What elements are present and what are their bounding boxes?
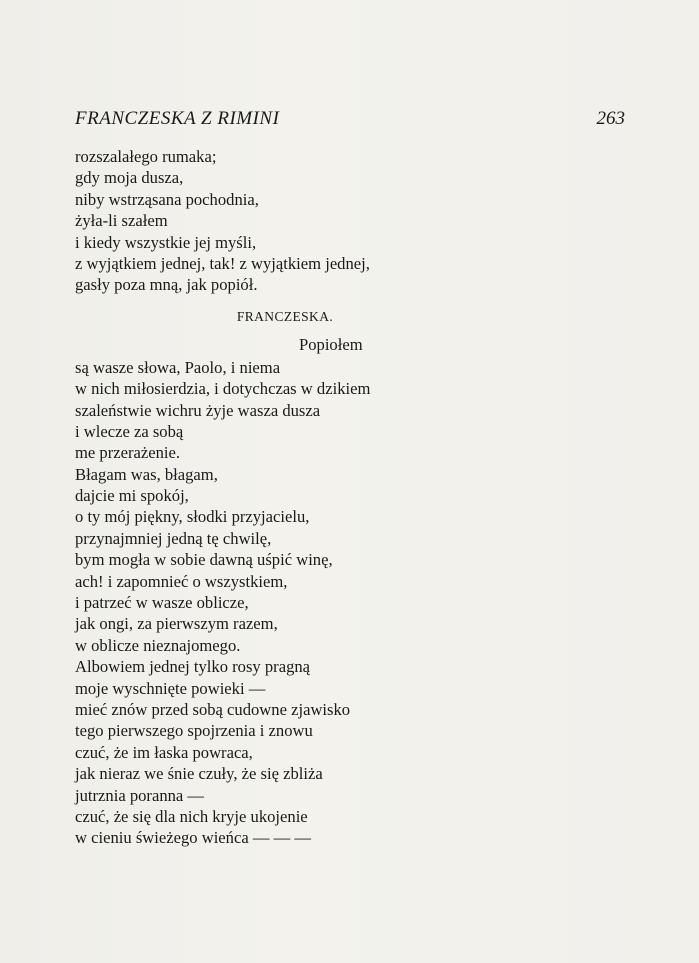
verse-line: w cieniu świeżego wieńca — — — — [75, 828, 311, 848]
verse-line: dajcie mi spokój, — [75, 486, 189, 506]
verse-line: przynajmniej jedną tę chwilę, — [75, 528, 272, 548]
verse-line: ach! i zapomnieć o wszystkiem, — [75, 571, 288, 591]
stanza-2 — [75, 357, 635, 849]
verse-line: gdy moja dusza, — [75, 168, 184, 188]
verse-line: czuć, że im łaska powraca, — [75, 742, 253, 762]
running-title: FRANCZESKA Z RIMINI — [75, 108, 280, 129]
verse-line: czuć, że się dla nich kryje ukojenie — [75, 806, 308, 826]
verse-line: są wasze słowa, Paolo, i niema — [75, 357, 281, 377]
verse-line: tego pierwszego spojrzenia i znowu — [75, 721, 313, 741]
verse-line: żyła-li szałem — [75, 211, 168, 231]
verse-line: moje wyschnięte powieki — — [75, 678, 266, 698]
verse-line: i kiedy wszystkie jej myśli, — [75, 232, 257, 252]
verse-line: niby wstrząsana pochodnia, — [75, 189, 259, 209]
verse-line: mieć znów przed sobą cudowne zjawisko — [75, 699, 351, 719]
verse-line: Błagam was, błagam, — [75, 464, 218, 484]
verse-line: gasły poza mną, jak popiół. — [75, 275, 258, 295]
verse-line: jutrznia poranna — — [75, 785, 205, 805]
verse-line: w oblicze nieznajomego. — [75, 635, 241, 655]
verse-line: o ty mój piękny, słodki przyjacielu, — [75, 507, 310, 527]
verse-line: rozszalałego rumaka; — [75, 147, 217, 166]
verse-line: jak nieraz we śnie czuły, że się zbliża — [75, 764, 323, 784]
poem-text — [75, 146, 635, 849]
verse-line: bym mogła w sobie dawną uśpić winę, — [75, 550, 333, 570]
verse-line: w nich miłosierdzia, i dotychczas w dzikiem — [75, 379, 371, 399]
verse-line: jak ongi, za pierwszym razem, — [75, 614, 278, 634]
stanza-1 — [75, 146, 635, 296]
page-number: 263 — [596, 108, 625, 129]
verse-line: szaleństwie wichru żyje wasza dusza — [75, 400, 321, 420]
verse-line: i wlecze za sobą — [75, 421, 184, 441]
verse-line: Albowiem jednej tylko rosy pragną — [75, 657, 311, 677]
verse-line: i patrzeć w wasze oblicze, — [75, 593, 249, 613]
page-header — [75, 108, 625, 138]
verse-line: z wyjątkiem jednej, tak! z wyjątkiem jednej, — [75, 253, 370, 273]
speaker-name: FRANCZESKA. — [236, 308, 334, 324]
verse-line: me przerażenie. — [75, 443, 181, 463]
verse-line-indented: Popiołem — [299, 334, 363, 354]
